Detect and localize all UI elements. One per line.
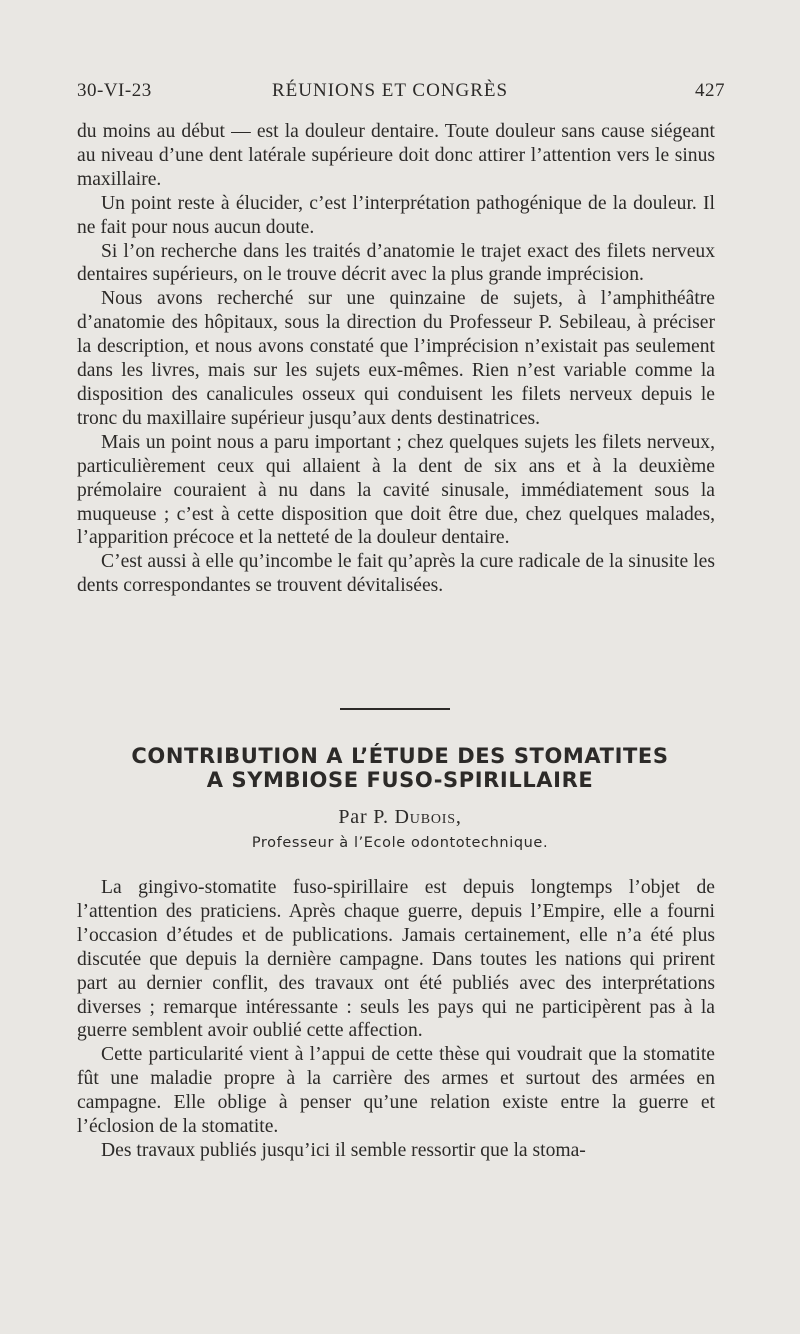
paragraph: Nous avons recherché sur une quinzaine de sujets, à l’amphithéâtre d’anatomie des hôpitaux, sous la direction du Professeur P. Sebileau, à préciser la description, et nous avons constaté que l’imprécision n’existait pas seulement dans les livres, mais sur les sujets eux-mêmes. Rien n’est variable comme la disposition des canalicules osseux qui conduisent les filets nerveux depuis le tronc du maxillaire supérieur jusqu’aux dents destinatrices. bbox=[77, 288, 715, 429]
continuation-text bbox=[77, 120, 715, 598]
header-section-title: RÉUNIONS ET CONGRÈS bbox=[272, 80, 509, 101]
paragraph: Cette particularité vient à l’appui de cette thèse qui voudrait que la stomatite fût une maladie propre à la carrière des armes et surtout des armées en campagne. Elle oblige à penser qu’une relation existe entre la guerre et l’éclosion de la stomatite. bbox=[77, 1044, 715, 1138]
paragraph: Un point reste à élucider, c’est l’interprétation pathogénique de la douleur. Il ne fait pour nous aucun doute. bbox=[77, 192, 715, 238]
article-title-line-1: CONTRIBUTION A L’ÉTUDE DES STOMATITES bbox=[131, 744, 669, 768]
byline-prefix: Par P. bbox=[338, 806, 395, 828]
page-number: 427 bbox=[695, 80, 725, 101]
paragraph: Mais un point nous a paru important ; chez quelques sujets les filets nerveux, particulièrement ceux qui allaient à la dent de six ans et à la deuxième prémolaire couraient à nu dans la cavité sinusale, immédiatement sous la muqueuse ; c’est à cette disposition que doit être due, chez quelques malades, l’apparition précoce et la netteté de la douleur dentaire. bbox=[77, 431, 715, 549]
header-date: 30-VI-23 bbox=[77, 80, 152, 101]
paragraph: Si l’on recherche dans les traités d’anatomie le trajet exact des filets nerveux dentaires supérieurs, on le trouve décrit avec la plus grande imprécision. bbox=[77, 240, 715, 286]
article-title bbox=[60, 744, 740, 792]
running-head bbox=[77, 80, 725, 110]
paragraph: La gingivo-stomatite fuso-spirillaire est depuis longtemps l’objet de l’attention des praticiens. Après chaque guerre, depuis l’Empire, elle a fourni l’occasion d’études et de publications. Jamais certainement, elle n’a été plus discutée que depuis la dernière campagne. Dans toutes les nations qui prirent part au dernier conflit, des travaux ont été publiés avec des interprétations diverses ; remarque intéressante : seuls les pays qui ne participèrent pas à la guerre semblent avoir oublié cette affection. bbox=[77, 877, 715, 1042]
byline-suffix: , bbox=[455, 806, 462, 828]
article-title-line-2: A SYMBIOSE FUSO-SPIRILLAIRE bbox=[206, 768, 594, 792]
section-divider bbox=[340, 708, 450, 710]
article-body bbox=[77, 876, 715, 1163]
author-name: Dubois bbox=[394, 806, 456, 828]
paragraph: du moins au début — est la douleur dentaire. Toute douleur sans cause siégeant au niveau d’une dent latérale supérieure doit donc attirer l’attention vers le sinus maxillaire. bbox=[77, 121, 715, 190]
paragraph: C’est aussi à elle qu’incombe le fait qu’après la cure radicale de la sinusite les dents correspondantes se trouvent dévitalisées. bbox=[77, 551, 715, 597]
byline bbox=[0, 806, 800, 829]
paragraph: Des travaux publiés jusqu’ici il semble ressortir que la stoma- bbox=[101, 1139, 586, 1161]
author-affiliation: Professeur à l’Ecole odontotechnique. bbox=[251, 835, 549, 851]
